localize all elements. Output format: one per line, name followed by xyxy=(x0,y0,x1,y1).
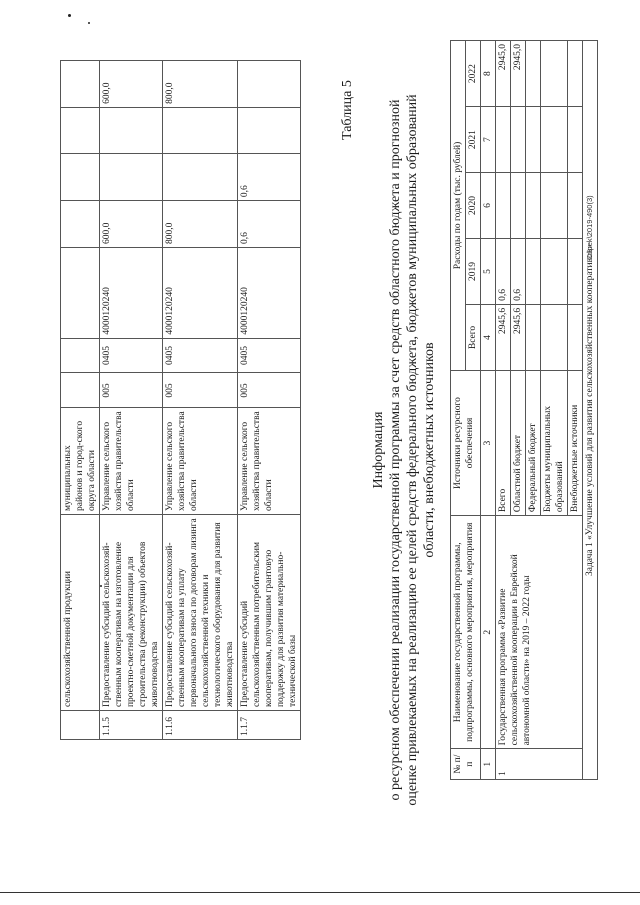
cell-name: сельскохозяйственной продукции xyxy=(61,515,100,711)
source-label: Областной бюджет xyxy=(511,371,526,516)
cell-value: 0,6 xyxy=(238,154,301,201)
cell-executor: Управление сельского хозяйства правительства области xyxy=(163,408,238,515)
col-number: 6 xyxy=(481,173,496,239)
cell-year xyxy=(568,173,583,239)
header-name: Наименование государственной программы, подпрограммы, основного мероприятия, мероприятия xyxy=(451,516,481,749)
col-number: 4 xyxy=(481,304,496,370)
cell-year xyxy=(526,239,541,305)
source-label: Всего xyxy=(496,371,511,516)
cell-year xyxy=(541,107,568,173)
info-line: оценке привлекаемых на реализацию ее целей средств федерального бюджета, бюджетов муниципальных образований xyxy=(405,94,420,806)
cell-year xyxy=(496,107,511,173)
cell-year xyxy=(526,41,541,107)
cell-year xyxy=(541,41,568,107)
info-line: области, внебюджетных источников xyxy=(422,342,437,558)
scan-edge-line xyxy=(0,892,640,893)
cell-rz: 0405 xyxy=(238,338,301,373)
header-source: Источники ресурсного обеспечения xyxy=(451,371,481,516)
cell-value: 800,0 xyxy=(163,61,238,108)
table-row xyxy=(163,61,238,740)
header-expenses: Расходы по годам (тыс. рублей) xyxy=(451,41,466,371)
program-name: Государственная программа «Развитие сельскохозяйственной кооперации в Еврейской автономной области» на 2019 – 2022 годы xyxy=(496,516,583,749)
col-number: 5 xyxy=(481,239,496,305)
cell-num: 1.1.7 xyxy=(238,711,301,740)
cell-year: 2945,0 xyxy=(496,41,511,107)
cell-value xyxy=(238,61,301,108)
program-measures-table xyxy=(60,60,301,740)
table-label: Таблица 5 xyxy=(340,80,355,140)
cell-ksr: 4000120240 xyxy=(238,247,301,338)
cell-value xyxy=(61,154,100,201)
cell-value xyxy=(163,154,238,201)
cell-year: 0,6 xyxy=(496,239,511,305)
cell-year xyxy=(541,239,568,305)
cell-total xyxy=(541,304,568,370)
cell-year: 2945,0 xyxy=(511,41,526,107)
cell-year xyxy=(526,107,541,173)
info-title xyxy=(370,20,438,880)
cell-year xyxy=(568,107,583,173)
header-year: 2019 xyxy=(466,239,481,305)
file-stamp: C:\pek\2019-490(3) xyxy=(585,195,594,260)
cell-grbs xyxy=(61,373,100,408)
table-row xyxy=(61,61,100,740)
cell-value xyxy=(100,154,163,201)
cell-value: 600,0 xyxy=(100,61,163,108)
cell-grbs: 005 xyxy=(238,373,301,408)
cell-ksr: 4000120240 xyxy=(163,247,238,338)
cell-value: 0,6 xyxy=(238,201,301,248)
cell-year xyxy=(526,173,541,239)
cell-year xyxy=(496,173,511,239)
cell-executor: Управление сельского хозяйства правительства области xyxy=(238,408,301,515)
cell-value xyxy=(100,107,163,154)
col-number: 1 xyxy=(481,749,496,780)
header-num: № п/п xyxy=(451,749,481,780)
header-year: 2020 xyxy=(466,173,481,239)
cell-total xyxy=(526,304,541,370)
cell-value xyxy=(61,107,100,154)
cell-year xyxy=(568,239,583,305)
cell-rz xyxy=(61,338,100,373)
col-number: 8 xyxy=(481,41,496,107)
cell-value xyxy=(61,61,100,108)
cell-total: 2945,6 xyxy=(496,304,511,370)
info-line: о ресурсном обеспечении реализации государственной программы за счет средств областного бюджета и прогнозной xyxy=(388,99,403,801)
cell-value xyxy=(238,107,301,154)
header-year: 2021 xyxy=(466,107,481,173)
scan-speck xyxy=(68,14,71,17)
cell-ksr: 4000120240 xyxy=(100,247,163,338)
row-num: 1 xyxy=(496,749,583,780)
cell-executor: Управление сельского хозяйства правительства области xyxy=(100,408,163,515)
cell-num xyxy=(61,711,100,740)
table-row xyxy=(496,41,511,780)
task-row xyxy=(583,41,598,780)
source-label: Федеральный бюджет xyxy=(526,371,541,516)
cell-year xyxy=(568,41,583,107)
cell-total xyxy=(568,304,583,370)
column-number-row xyxy=(481,41,496,780)
cell-executor: муниципальных районов и город-ского округа области xyxy=(61,408,100,515)
cell-num: 1.1.6 xyxy=(163,711,238,740)
cell-name: Предоставление субсидий сельскохозяй-ственным кооперативам на изготовление проектно-сметной документации для строительства (реконструкции) объектов животноводства xyxy=(100,515,163,711)
header-total: Всего xyxy=(466,304,481,370)
cell-rz: 0405 xyxy=(163,338,238,373)
cell-value xyxy=(163,107,238,154)
source-label: Внебюджетные источники xyxy=(568,371,583,516)
resource-table xyxy=(450,40,598,780)
cell-name: Предоставление субсидий сельскохозяйственным потребительским кооперативам, получившим грантовую поддержку для развития материально-технической базы xyxy=(238,515,301,711)
cell-year: 0,6 xyxy=(511,239,526,305)
cell-year xyxy=(541,173,568,239)
table-row xyxy=(100,61,163,740)
table-row xyxy=(238,61,301,740)
task-label: Задача 1 «Улучшение условий для развития сельскохозяйственных кооперативов» xyxy=(583,41,598,780)
header-row xyxy=(451,41,466,780)
cell-grbs: 005 xyxy=(163,373,238,408)
cell-name: Предоставление субсидий сельскохозяй-ственным кооперативам на уплату первоначального взноса по договорам лизинга сельскохозяйственной техники и технологического оборудования для развития животноводства xyxy=(163,515,238,711)
cell-grbs: 005 xyxy=(100,373,163,408)
col-number: 7 xyxy=(481,107,496,173)
col-number: 3 xyxy=(481,371,496,516)
source-label: Бюджеты муниципальных образований xyxy=(541,371,568,516)
cell-value: 800,0 xyxy=(163,201,238,248)
cell-rz: 0405 xyxy=(100,338,163,373)
cell-year xyxy=(511,107,526,173)
cell-num: 1.1.5 xyxy=(100,711,163,740)
header-year: 2022 xyxy=(466,41,481,107)
cell-year xyxy=(511,173,526,239)
cell-ksr xyxy=(61,247,100,338)
info-heading: Информация xyxy=(371,411,386,489)
col-number: 2 xyxy=(481,516,496,749)
cell-value: 600,0 xyxy=(100,201,163,248)
cell-value xyxy=(61,201,100,248)
rotated-content xyxy=(40,20,600,880)
cell-total: 2945,6 xyxy=(511,304,526,370)
